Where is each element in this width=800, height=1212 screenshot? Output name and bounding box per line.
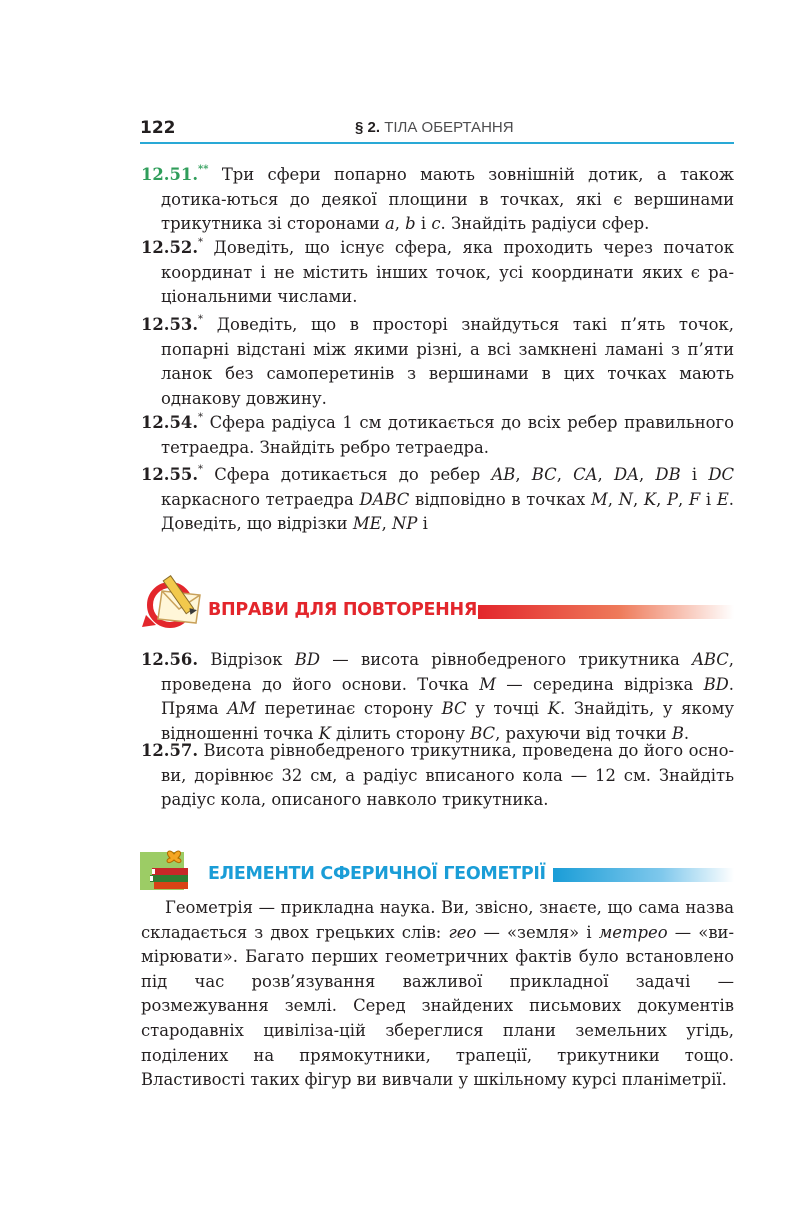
difficulty-mark: *: [198, 313, 204, 325]
txt: , рахуючи від точки: [495, 723, 672, 743]
var: BD: [294, 650, 320, 669]
var: AM: [227, 699, 256, 718]
var: K: [318, 723, 331, 743]
greek-word: гео: [448, 922, 477, 942]
var: P: [666, 489, 678, 509]
txt: ,: [597, 465, 614, 484]
txt: Сфера дотикається до ребер: [214, 465, 492, 484]
txt: і: [680, 465, 709, 484]
difficulty-mark: *: [198, 236, 204, 248]
problem-12-56: [141, 648, 734, 746]
txt: і: [700, 489, 717, 509]
title-bar: [553, 868, 734, 882]
problem-12-55: [141, 463, 734, 537]
var: B: [671, 723, 684, 743]
difficulty-mark: **: [198, 163, 209, 175]
problem-text: Доведіть, що в просторі знайдуться такі п’ять точок, попарні відстані між якими різні, а всі замкнені ламані з п’яти ланок без самоперетинів з вершинами в цих точках мають однакову довжину.: [161, 315, 734, 408]
txt: . Пряма: [161, 674, 734, 718]
review-section-title: ВПРАВИ ДЛЯ ПОВТОРЕННЯ: [208, 600, 478, 620]
review-section-banner: [140, 577, 734, 633]
txt: перетинає сторону: [255, 699, 442, 718]
var: a: [384, 214, 395, 233]
txt: — «ви-мірювати». Багато перших геометричних фактів було встановлено під час розв’язування важливої прикладної задачі — розмежування землі. Серед знайдених письмових документів стародавніх цивіліза-цій збереглися плани земельних угідь, поділених на прямокутники, трапеції, трикутники тощо. Властивості таких фігур ви вивчали у шкільному курсі планіметрії.: [141, 922, 735, 1090]
var: DA: [613, 465, 639, 484]
section-label: § 2.: [355, 119, 381, 136]
txt: і: [415, 214, 432, 233]
books-butterfly-icon: [140, 848, 200, 894]
problem-text: Три сфери попарно мають зовнішній дотик, а також дотика-ються до деякої площини в точках, які є вершинами трикутника зі сторонами: [161, 165, 734, 233]
txt: . Доведіть, що відрізки: [161, 489, 734, 533]
var: K: [643, 489, 657, 509]
txt: і: [417, 514, 428, 533]
problem-12-54: [141, 411, 734, 460]
problem-number: 12.54.: [141, 413, 199, 432]
txt: ,: [632, 489, 644, 509]
txt: Відрізок: [198, 650, 295, 669]
var: BC: [470, 723, 496, 743]
intro-paragraph: [141, 896, 734, 1093]
var: AB: [491, 465, 516, 484]
greek-word: метрео: [598, 922, 668, 942]
txt: . Знайдіть, у якому відношенні точка: [161, 699, 734, 743]
difficulty-mark: *: [198, 463, 204, 475]
problem-text: Сфера радіуса 1 см дотикається до всіх ребер правильного тетраедра. Знайдіть ребро тетраедра.: [161, 413, 734, 457]
txt: . Знайдіть радіуси сфер.: [440, 214, 650, 233]
txt: ,: [556, 465, 574, 484]
problem-number: 12.57.: [141, 741, 199, 760]
problem-12-57: [141, 739, 734, 813]
problem-number: 12.55.: [141, 465, 199, 484]
var: F: [688, 489, 701, 509]
problem-12-52: [141, 236, 734, 310]
txt: ,: [515, 465, 532, 484]
var: ABC: [692, 650, 729, 669]
var: CA: [573, 465, 598, 484]
var: ME: [352, 514, 382, 533]
pencil-envelope-icon: [140, 573, 210, 633]
txt: , проведена до його основи. Точка: [161, 650, 735, 694]
var: BD: [703, 674, 729, 694]
var: BC: [531, 465, 557, 484]
txt: .: [683, 723, 690, 743]
problem-12-53: [141, 313, 734, 411]
var: E: [716, 489, 729, 509]
txt: відповідно в точках: [409, 489, 591, 509]
problem-number: 12.51.: [141, 165, 199, 184]
txt: ,: [381, 514, 392, 533]
section-title-text: ТІЛА ОБЕРТАННЯ: [384, 119, 514, 136]
txt: ділить сторону: [330, 723, 471, 743]
difficulty-mark: *: [198, 411, 204, 423]
txt: ,: [607, 489, 619, 509]
var: BC: [441, 699, 467, 718]
problem-number: 12.53.: [141, 315, 199, 334]
var: DABC: [359, 489, 410, 509]
var: DC: [708, 465, 735, 484]
title-bar: [478, 605, 734, 619]
var: b: [405, 214, 416, 233]
var: NP: [391, 514, 418, 533]
txt: у точці: [466, 699, 548, 718]
txt: ,: [677, 489, 689, 509]
var: N: [618, 489, 633, 509]
txt: каркасного тетраедра: [161, 489, 360, 509]
page-number: 122: [140, 118, 176, 138]
var: c: [431, 214, 441, 233]
txt: ,: [656, 489, 667, 509]
problem-12-51: [141, 163, 734, 237]
txt: Геометрія — прикладна наука. Ви, звісно, знаєте, що сама назва складається з двох грецьких слів:: [141, 898, 734, 942]
problem-text: Доведіть, що існує сфера, яка проходить через початок координат і не містить інших точок, усі координати яких є ра-ціональними числами.: [161, 238, 734, 306]
txt: — «земля» і: [476, 922, 599, 942]
page-header: [140, 116, 734, 144]
var: M: [479, 674, 496, 694]
var: M: [590, 489, 608, 509]
section-title: [355, 119, 514, 136]
var: K: [547, 699, 560, 718]
txt: ,: [394, 214, 406, 233]
var: DB: [655, 465, 681, 484]
txt: — висота рівнобедреного трикутника: [319, 650, 693, 669]
problem-text: Висота рівнобедреного трикутника, проведена до його осно-ви, дорівнює 32 см, а радіус вписаного кола — 12 см. Знайдіть радіус кола, описаного навколо трикутника.: [161, 741, 734, 809]
txt: — середина відрізка: [496, 674, 704, 694]
problem-number: 12.56.: [141, 650, 199, 669]
problem-number: 12.52.: [141, 238, 199, 257]
spherical-section-title: ЕЛЕМЕНТИ СФЕРИЧНОЇ ГЕОМЕТРІЇ: [208, 864, 546, 884]
txt: ,: [638, 465, 656, 484]
